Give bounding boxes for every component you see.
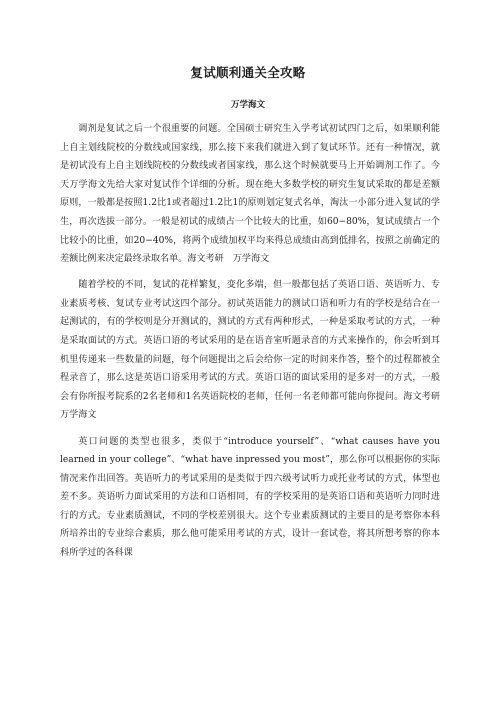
document-title: 复试顺利通关全攻略 xyxy=(190,65,306,80)
document-author: 万学海文 xyxy=(230,100,265,110)
paragraph-retest-intro: 调剂是复试之后一个很重要的问题。全国硕士研究生入学考试初试四门之后，如果顺利能上自主划线院校的分数线或国家线，那么接下来我们就进入到了复试环节。还有一种情况，就是初试没有上自主划线院校的分数线或者国家线，那么这个时候就要马上开始调剂工作了。今天万学海文先给大家对复试作个详细的分析。现在绝大多数学校的研究生复试采取的都是差额原则，一般都是按照1.2比1或者超过1.2比1的原则划定复式名单，淘汰一小部分进入复试的学生，再次选拔一部分。一般是初试的成绩占一个比较大的比重，如60−80%，复试成绩占一个比较小的比重，如20−40%，将两个成绩加权平均来得总成绩由高到低排名，按照之前确定的差额比例来决定最终录取名单。海文考研 万学海文 xyxy=(60,124,440,265)
paragraph-oral-questions: 英口问题的类型也很多，类似于“introduce yourself”、“what causes have you learned in your college”、“what have inpressed you most”，那么你可以根据你的实际情况来作出回答。英语听力的考试采用的是类似于四六级考试听力或托业考试的方式，体型也差不多。英语听力面试采用的方法和口语相同，有的学校采用的是英语口语和英语听力同时进行的方式。专业素质测试，不同的学校差别很大。这个专业素质测试的主要目的是考察你本科所培养出的专业综合素质，那么他可能采用考试的方式，设计一套试卷，将其所想考察的你本科所学过的各科课 xyxy=(60,436,440,559)
paragraph-retest-format: 随着学校的不同，复试的花样繁复，变化多端，但一般都包括了英语口语、英语听力、专业素质考核、复试专业考试这四个部分。初试英语能力的测试口语和听力有的学校是结合在一起测试的，有的学校则是分开测试的，测试的方式有两种形式，一种是采取考试的方式，一种是采取面试的方式。英语口语的考试采用的是在语音室听题录音的方式来操作的，你会听到耳机里传递来一些数量的问题，每个问题提出之后会给你一定的时间来作答，整个的过程都被全程录音了，那么这是英语口语采用考试的方式。英语口语的面试采用的是多对一的方式，一般会有你所报考院系的2名老师和1名英语院校的老师，任何一名老师都可能向你提问。海文考研 万学海文 xyxy=(60,280,450,421)
document-body xyxy=(60,120,450,570)
